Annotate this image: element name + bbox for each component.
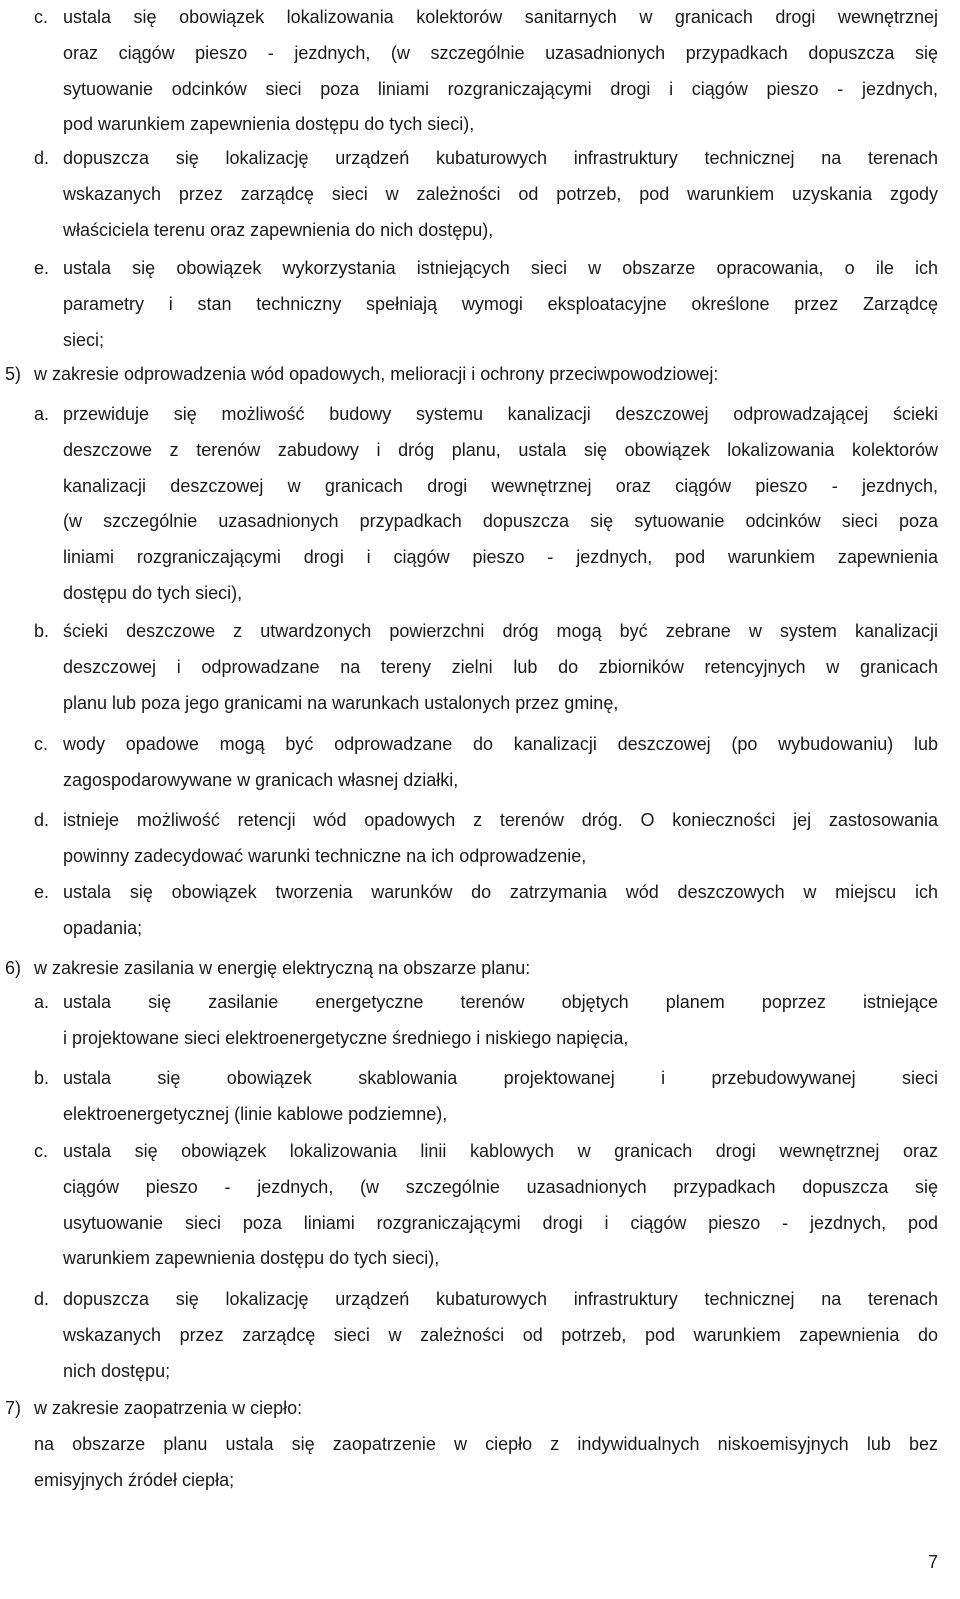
- list-item: [63, 251, 938, 358]
- list-item: [63, 0, 938, 143]
- text-line: warunkiem zapewnienia dostępu do tych sieci),: [63, 1248, 440, 1269]
- text-line: istnieje możliwość retencji wód opadowych z terenów dróg. O konieczności jej zastosowania: [63, 810, 938, 830]
- list-item: [63, 985, 938, 1057]
- item-label: a.: [34, 992, 50, 1012]
- text-line: parametry i stan techniczny spełniają wymogi eksploatacyjne określone przez Zarządcę: [63, 293, 938, 314]
- item-label: d.: [34, 1289, 50, 1309]
- section-number: 6): [5, 958, 22, 978]
- text-line: planu lub poza jego granicami na warunkach ustalonych przez gminę,: [63, 692, 619, 713]
- item-label: c.: [34, 1141, 49, 1161]
- item-label: a.: [34, 404, 50, 424]
- text-line: usytuowanie sieci poza liniami rozgraniczającymi drogi i ciągów pieszo - jezdnych, pod: [63, 1212, 938, 1233]
- item-label: c.: [34, 7, 49, 27]
- text-line: zagospodarowywane w granicach własnej działki,: [63, 769, 459, 790]
- text-line: ścieki deszczowe z utwardzonych powierzchni dróg mogą być zebrane w system kanalizacji: [63, 621, 938, 641]
- text-line: powinny zadecydować warunki techniczne na ich odprowadzenie,: [63, 845, 587, 866]
- page-number: 7: [927, 1552, 938, 1572]
- item-label: b.: [34, 1068, 50, 1088]
- section-heading: [34, 951, 938, 987]
- text-line: ustala się obowiązek lokalizowania kolektorów sanitarnych w granicach drogi wewnętrznej: [63, 7, 938, 27]
- text-line: dopuszcza się lokalizację urządzeń kubaturowych infrastruktury technicznej na terenach: [63, 1289, 938, 1309]
- section-number: 7): [5, 1398, 22, 1418]
- item-label: c.: [34, 734, 49, 754]
- text-line: emisyjnych źródeł ciepła;: [34, 1469, 235, 1490]
- text-line: wody opadowe mogą być odprowadzane do kanalizacji deszczowej (po wybudowaniu) lub: [63, 734, 938, 754]
- text-line: deszczowe z terenów zabudowy i dróg planu, ustala się obowiązek lokalizowania kolektorów: [63, 439, 938, 460]
- text-line: ustala się zasilanie energetyczne terenów objętych planem poprzez istniejące: [63, 992, 938, 1012]
- list-item: [63, 875, 938, 947]
- list-item: [63, 614, 938, 721]
- text-line: deszczowej i odprowadzane na tereny zielni lub do zbiorników retencyjnych w granicach: [63, 656, 938, 677]
- list-item: [63, 727, 938, 799]
- item-label: e.: [34, 258, 50, 278]
- text-line: ustala się obowiązek skablowania projektowanej i przebudowywanej sieci: [63, 1068, 938, 1088]
- text-line: (w szczególnie uzasadnionych przypadkach dopuszcza się sytuowanie odcinków sieci poza: [63, 511, 938, 532]
- list-item: [63, 141, 938, 248]
- text-line: liniami rozgraniczającymi drogi i ciągów pieszo - jezdnych, pod warunkiem zapewnienia: [63, 547, 938, 568]
- text-line: ustala się obowiązek tworzenia warunków do zatrzymania wód deszczowych w miejscu ich: [63, 882, 938, 902]
- text-line: sieci;: [63, 329, 105, 350]
- text-line: w zakresie zaopatrzenia w ciepło:: [34, 1398, 303, 1418]
- text-line: opadania;: [63, 917, 143, 938]
- text-line: na obszarze planu ustala się zaopatrzenie w ciepło z indywidualnych niskoemisyjnych lub bez: [34, 1434, 938, 1454]
- text-line: ciągów pieszo - jezdnych, (w szczególnie uzasadnionych przypadkach dopuszcza się: [63, 1176, 938, 1197]
- list-item: [63, 397, 938, 612]
- text-line: w zakresie odprowadzenia wód opadowych, melioracji i ochrony przeciwpowodziowej:: [34, 364, 719, 384]
- text-line: nich dostępu;: [63, 1360, 171, 1381]
- text-line: w zakresie zasilania w energię elektryczną na obszarze planu:: [34, 958, 531, 978]
- text-line: ustala się obowiązek lokalizowania linii kablowych w granicach drogi wewnętrznej oraz: [63, 1141, 938, 1161]
- text-line: wskazanych przez zarządcę sieci w zależności od potrzeb, pod warunkiem uzyskania zgody: [63, 183, 938, 204]
- text-line: dostępu do tych sieci),: [63, 582, 243, 603]
- item-label: d.: [34, 810, 50, 830]
- text-line: ustala się obowiązek wykorzystania istniejących sieci w obszarze opracowania, o ile ich: [63, 258, 938, 278]
- paragraph: [34, 1427, 938, 1499]
- text-line: pod warunkiem zapewnienia dostępu do tych sieci),: [63, 114, 475, 135]
- text-line: sytuowanie odcinków sieci poza liniami rozgraniczającymi drogi i ciągów pieszo - jezdnych,: [63, 78, 938, 99]
- text-line: właściciela terenu oraz zapewnienia do nich dostępu),: [63, 219, 494, 240]
- list-item: [63, 1061, 938, 1133]
- list-item: [63, 803, 938, 875]
- text-line: i projektowane sieci elektroenergetyczne średniego i niskiego napięcia,: [63, 1027, 629, 1048]
- item-label: b.: [34, 621, 50, 641]
- text-line: dopuszcza się lokalizację urządzeń kubaturowych infrastruktury technicznej na terenach: [63, 148, 938, 168]
- list-item: [63, 1282, 938, 1389]
- section-number: 5): [5, 364, 22, 384]
- text-line: elektroenergetycznej (linie kablowe podziemne),: [63, 1103, 448, 1124]
- text-line: kanalizacji deszczowej w granicach drogi wewnętrznej oraz ciągów pieszo - jezdnych,: [63, 475, 938, 496]
- section-heading: [34, 357, 938, 393]
- item-label: e.: [34, 882, 50, 902]
- list-item: [63, 1134, 938, 1277]
- text-line: oraz ciągów pieszo - jezdnych, (w szczególnie uzasadnionych przypadkach dopuszcza się: [63, 42, 938, 63]
- item-label: d.: [34, 148, 50, 168]
- text-line: wskazanych przez zarządcę sieci w zależności od potrzeb, pod warunkiem zapewnienia do: [63, 1324, 938, 1345]
- section-heading: [34, 1391, 938, 1427]
- text-line: przewiduje się możliwość budowy systemu kanalizacji deszczowej odprowadzającej ścieki: [63, 404, 938, 424]
